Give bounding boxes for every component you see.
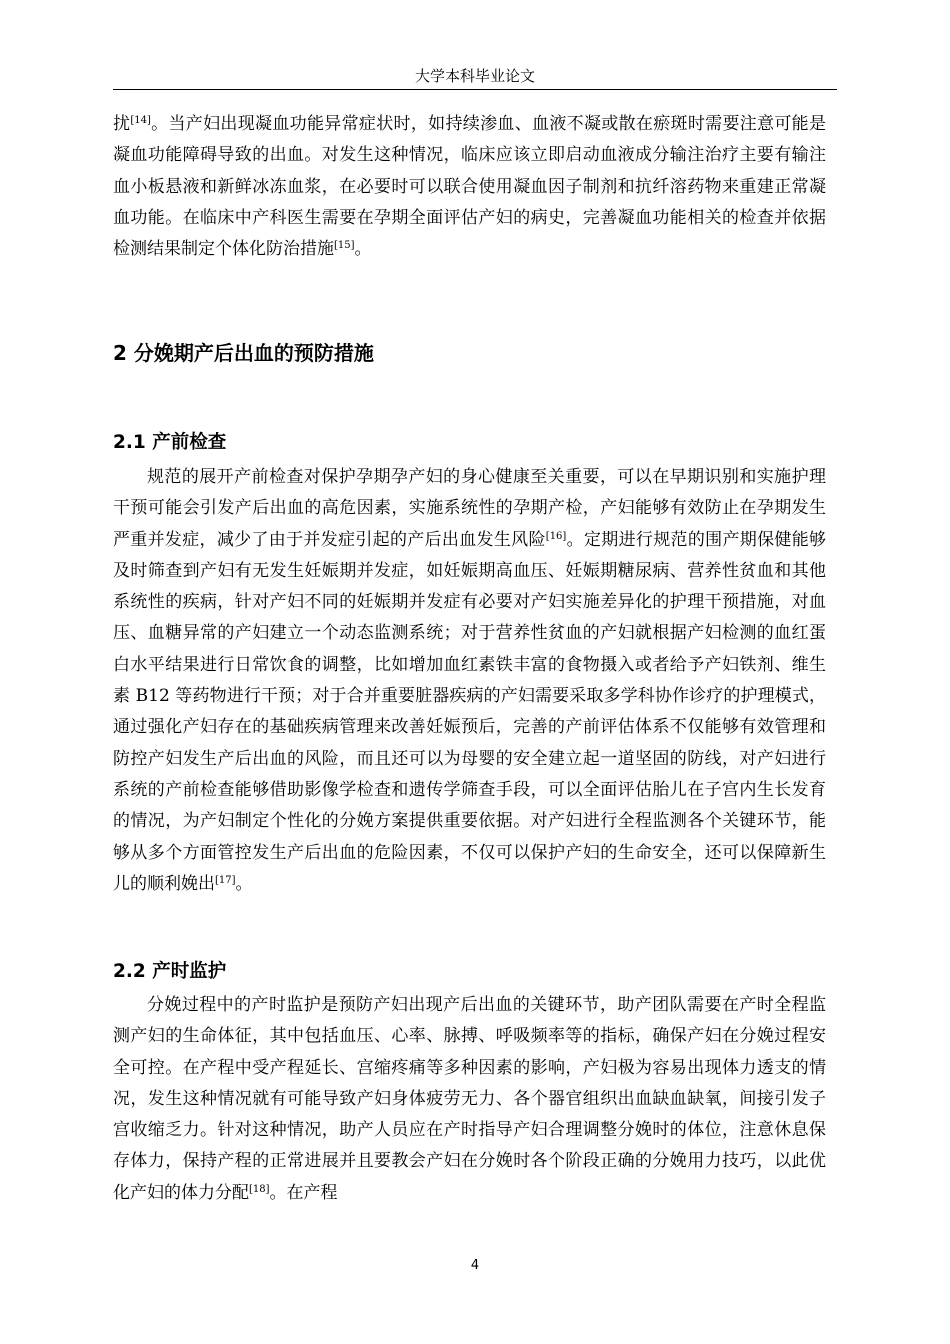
citation-ref: [18]: [249, 1183, 270, 1195]
paragraph-text: 。: [235, 873, 253, 894]
paragraph-prenatal-exam: [113, 462, 826, 900]
page-number: 4: [470, 1258, 480, 1273]
section-heading: 2 分娩期产后出血的预防措施: [113, 341, 374, 365]
subsection-heading: 2.2 产时监护: [113, 961, 227, 982]
paragraph-intrapartum-care: [113, 990, 826, 1209]
running-header-title: 大学本科毕业论文: [414, 67, 535, 85]
citation-ref: [14]: [130, 115, 151, 126]
citation-ref: [15]: [334, 240, 355, 252]
paragraph-text: 分娩过程中的产时监护是预防产妇出现产后出血的关键环节，助产团队需要在产时全程监测产妇的生命体征，其中包括血压、心率、脉搏、呼吸频率等的指标，确保产妇在分娩过程安全可控。在产程中受产程延长、宫缩疼痛等多种因素的影响，产妇极为容易出现体力透支的情况，发生这种情况就有可能导致产妇身体疲劳无力、各个器官组织出血缺血缺氧，间接引发子宫收缩乏力。针对这种情况，助产人员应在产时指导产妇合理调整分娩时的体位，注意休息保存体力，保持产程的正常进展并且要教会产妇在分娩时各个阶段正确的分娩用力技巧，以此优化产妇的体力分配: [113, 995, 826, 1203]
subsection-heading: 2.1 产前检查: [113, 432, 227, 453]
paragraph-text: 规范的展开产前检查对保护孕期孕产妇的身心健康至关重要，可以在早期识别和实施护理干预可能会引发产后出血的高危因素，实施系统性的孕期产检，产妇能够有效防止在孕期发生严重并发症，减少了由于并发症引起的产后出血发生风险: [113, 467, 826, 550]
header-rule: [113, 89, 837, 90]
citation-ref: [17]: [215, 874, 236, 886]
paragraph-text: 扰: [113, 114, 131, 134]
paragraph-text: 。: [354, 239, 372, 260]
citation-ref: [16]: [545, 530, 567, 542]
paragraph-text: 。当产妇出现凝血功能异常症状时，如持续渗血、血液不凝或散在瘀斑时需要注意可能是凝血功能障碍导致的出血。对发生这种情况，临床应该立即启动血液成分输注治疗主要有输注血小板悬液和新鲜冰冻血浆，在必要时可以联合使用凝血因子制剂和抗纤溶药物来重建正常凝血功能。在临床中产科医生需要在孕期全面评估产妇的病史，完善凝血功能相关的检查并依据检测结果制定个体化防治措施: [113, 114, 826, 260]
paragraph-text: 。在产程: [269, 1182, 338, 1203]
paragraph-text: 。定期进行规范的围产期保健能够及时筛查到产妇有无发生妊娠期并发症，如妊娠期高血压、妊娠期糖尿病、营养性贫血和其他系统性的疾病，针对产妇不同的妊娠期并发症有必要对产妇实施差异化的护理干预措施，对血压、血糖异常的产妇建立一个动态监测系统；对于营养性贫血的产妇就根据产妇检测的血红蛋白水平结果进行日常饮食的调整，比如增加血红素铁丰富的食物摄入或者给予产妇铁剂、维生素 B12 等药物进行干预；对于合并重要脏器疾病的产妇需要采取多学科协作诊疗的护理模式，通过强化产妇存在的基础疾病管理来改善妊娠预后，完善的产前评估体系不仅能够有效管理和防控产妇发生产后出血的风险，而且还可以为母婴的安全建立起一道坚固的防线，对产妇进行系统的产前检查能够借助影像学检查和遗传学筛查手段，可以全面评估胎儿在子宫内生长发育的情况，为产妇制定个性化的分娩方案提供重要依据。对产妇进行全程监测各个关键环节，能够从多个方面管控发生产后出血的危险因素，不仅可以保护产妇的生命安全，还可以保障新生儿的顺利娩出: [113, 529, 827, 894]
continuation-paragraph: [113, 109, 826, 265]
